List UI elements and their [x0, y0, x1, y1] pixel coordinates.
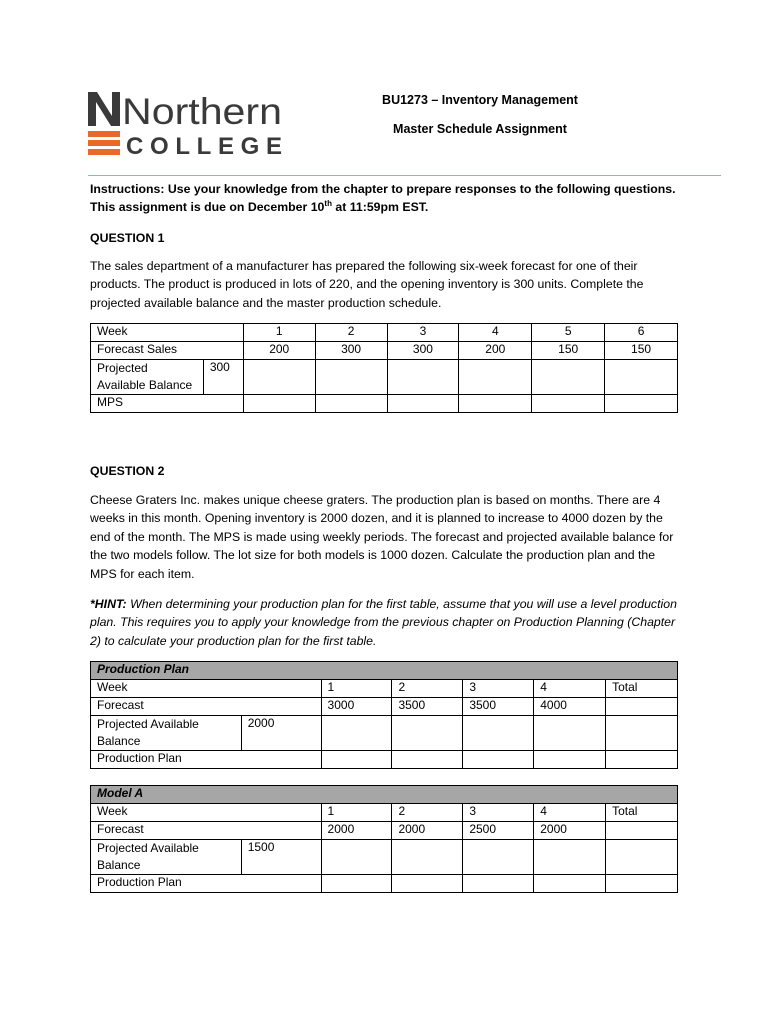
week-label: Week	[91, 804, 322, 822]
instructions-line: Instructions: Use your knowledge from the chapter to prepare responses to the following questions.	[90, 182, 676, 196]
week-cell: 3	[463, 804, 534, 822]
week-cell: 4	[534, 680, 606, 698]
table-row	[91, 662, 678, 680]
pab-opening: 2000	[241, 716, 321, 751]
mps-cell[interactable]	[387, 395, 459, 413]
week-cell: 4	[459, 324, 532, 342]
forecast-cell: 2000	[392, 822, 463, 840]
due-sup: th	[324, 199, 332, 209]
pab-cell[interactable]	[315, 360, 387, 395]
pab-cell[interactable]	[605, 360, 678, 395]
mps-label: MPS	[91, 395, 244, 413]
hint	[90, 595, 680, 650]
plan-cell[interactable]	[463, 875, 534, 893]
forecast-cell: 2000	[534, 822, 606, 840]
plan-cell[interactable]	[321, 875, 392, 893]
plan-cell[interactable]	[534, 751, 606, 769]
week-cell: 2	[392, 680, 463, 698]
mps-cell[interactable]	[243, 395, 315, 413]
week-cell: 1	[243, 324, 315, 342]
mps-cell[interactable]	[532, 395, 605, 413]
plan-cell[interactable]	[534, 875, 606, 893]
forecast-cell: 2000	[321, 822, 392, 840]
forecast-cell: 200	[459, 342, 532, 360]
question-2-text: Cheese Graters Inc. makes unique cheese graters. The production plan is based on months. There are 4 weeks in this month. Opening inventory is 2000 dozen, and it is planned to increase to 4000 dozen by the end of the month. The MPS is made using weekly periods. The forecast and projected available balance for the two models follow. The lot size for both models is 1000 dozen. Calculate the production plan and the MPS for each item.	[90, 493, 674, 581]
table-row	[91, 786, 678, 804]
due-suffix: at 11:59pm EST.	[331, 200, 429, 215]
pab-label: Projected Available Balance	[91, 360, 204, 395]
week-cell: 4	[534, 804, 606, 822]
forecast-cell: 2500	[463, 822, 534, 840]
forecast-cell: 3000	[321, 698, 392, 716]
pab-cell[interactable]	[459, 360, 532, 395]
forecast-cell: 300	[315, 342, 387, 360]
due-prefix: This assignment is due on December 10	[90, 200, 325, 215]
week-cell: 3	[387, 324, 459, 342]
model-a-table	[90, 785, 678, 893]
pab-cell[interactable]	[463, 840, 534, 875]
week-cell: 5	[532, 324, 605, 342]
mps-cell[interactable]	[459, 395, 532, 413]
forecast-cell: 4000	[534, 698, 606, 716]
production-plan-label: Production Plan	[91, 751, 322, 769]
mps-cell[interactable]	[605, 395, 678, 413]
table-row	[91, 360, 678, 395]
pab-cell[interactable]	[606, 716, 678, 751]
week-cell: 2	[392, 804, 463, 822]
table-row	[91, 395, 678, 413]
total-cell[interactable]	[606, 822, 678, 840]
instructions	[90, 180, 680, 217]
pab-cell[interactable]	[534, 840, 606, 875]
header-divider	[88, 175, 721, 176]
forecast-label: Forecast	[91, 698, 322, 716]
table-title: Production Plan	[91, 662, 678, 680]
week-cell: 1	[321, 680, 392, 698]
pab-cell[interactable]	[463, 716, 534, 751]
plan-cell[interactable]	[606, 875, 678, 893]
pab-opening: 300	[203, 360, 243, 395]
week-cell: 3	[463, 680, 534, 698]
plan-cell[interactable]	[463, 751, 534, 769]
pab-cell[interactable]	[392, 840, 463, 875]
table-row	[91, 875, 678, 893]
due-date-line	[90, 198, 680, 216]
table-row	[91, 751, 678, 769]
mps-cell[interactable]	[315, 395, 387, 413]
logo-graphic	[88, 92, 288, 158]
total-cell[interactable]	[606, 698, 678, 716]
hint-label: *HINT:	[90, 597, 127, 611]
week-cell: 6	[605, 324, 678, 342]
table-row	[91, 680, 678, 698]
question-2-heading: QUESTION 2	[90, 464, 165, 478]
plan-cell[interactable]	[321, 751, 392, 769]
pab-cell[interactable]	[321, 840, 392, 875]
plan-cell[interactable]	[392, 875, 463, 893]
pab-cell[interactable]	[606, 840, 678, 875]
hint-text: When determining your production plan for the first table, assume that you will use a level production plan. This requires you to apply your knowledge from the previous chapter on Production Planning (Chapter 2) to calculate your production plan for the first table.	[90, 597, 677, 648]
production-plan-label: Production Plan	[91, 875, 322, 893]
table-row	[91, 698, 678, 716]
logo-line1: Northern	[122, 92, 282, 132]
pab-opening: 1500	[241, 840, 321, 875]
logo-line2: COLLEGE	[126, 133, 282, 158]
forecast-cell: 3500	[463, 698, 534, 716]
pab-label: Projected Available Balance	[91, 716, 242, 751]
pab-label: Projected Available Balance	[91, 840, 242, 875]
table-row	[91, 324, 678, 342]
forecast-cell: 3500	[392, 698, 463, 716]
table-row	[91, 822, 678, 840]
table-title: Model A	[91, 786, 678, 804]
week-cell: 2	[315, 324, 387, 342]
forecast-cell: 200	[243, 342, 315, 360]
pab-cell[interactable]	[321, 716, 392, 751]
forecast-label: Forecast	[91, 822, 322, 840]
pab-cell[interactable]	[387, 360, 459, 395]
question-1-table	[90, 323, 678, 413]
forecast-cell: 150	[532, 342, 605, 360]
pab-cell[interactable]	[243, 360, 315, 395]
northern-college-logo	[88, 92, 288, 158]
total-label: Total	[606, 680, 678, 698]
total-label: Total	[606, 804, 678, 822]
course-title: BU1273 – Inventory Management	[382, 93, 578, 107]
production-plan-table	[90, 661, 678, 769]
table-row	[91, 804, 678, 822]
week-label: Week	[91, 680, 322, 698]
pab-cell[interactable]	[392, 716, 463, 751]
question-1-text: The sales department of a manufacturer has prepared the following six-week forecast for one of their products. The product is produced in lots of 220, and the opening inventory is 300 units. Complete the projected available balance and the master production schedule.	[90, 259, 644, 310]
forecast-label: Forecast Sales	[91, 342, 244, 360]
plan-cell[interactable]	[392, 751, 463, 769]
assignment-title: Master Schedule Assignment	[393, 122, 567, 136]
table-row	[91, 716, 678, 751]
pab-cell[interactable]	[534, 716, 606, 751]
week-cell: 1	[321, 804, 392, 822]
week-label: Week	[91, 324, 244, 342]
pab-cell[interactable]	[532, 360, 605, 395]
forecast-cell: 300	[387, 342, 459, 360]
question-1-heading: QUESTION 1	[90, 231, 165, 245]
forecast-cell: 150	[605, 342, 678, 360]
table-row	[91, 840, 678, 875]
table-row	[91, 342, 678, 360]
plan-cell[interactable]	[606, 751, 678, 769]
